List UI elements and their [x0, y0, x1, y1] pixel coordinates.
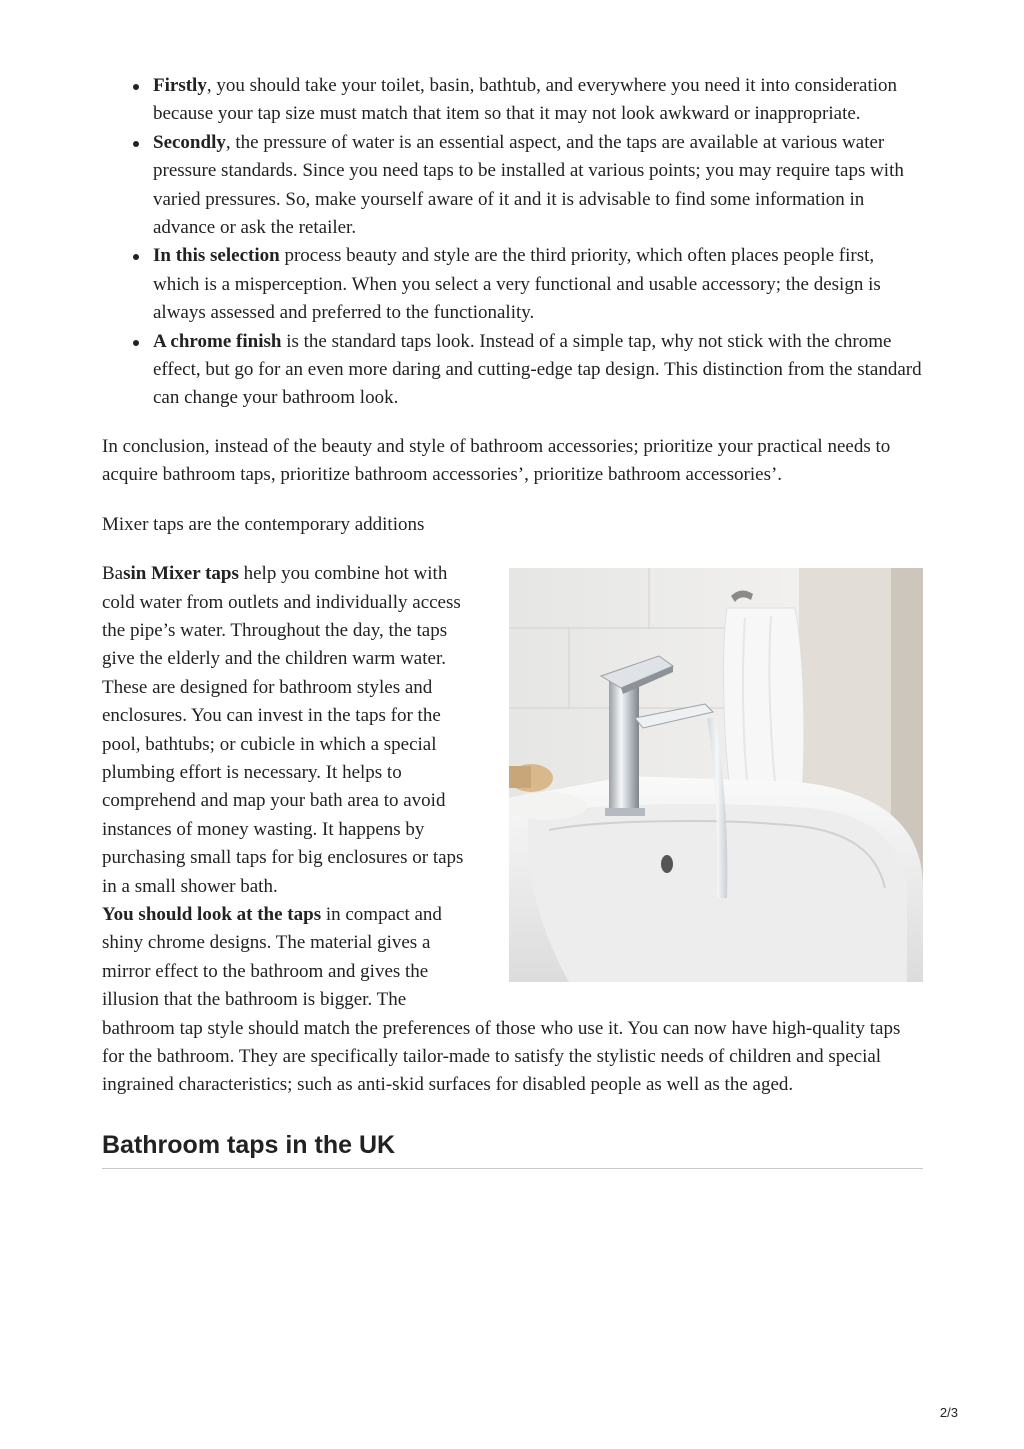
mixer-intro-paragraph: Mixer taps are the contemporary additions — [102, 513, 425, 535]
bullet-text: process beauty and style are the third priority, which often places people first, which is a misperception. When you select a very functional and usable accessory; the design is always assessed and preferred to the functionality. — [153, 245, 881, 324]
list-item — [153, 72, 923, 129]
bullet-lead: In this selection — [153, 245, 280, 267]
bullet-lead: Secondly — [153, 131, 226, 153]
basin-section — [102, 560, 923, 1100]
list-item — [153, 242, 923, 327]
bullet-text: is the standard taps look. Instead of a simple tap, why not stick with the chrome effect, but go for an even more daring and cutting-edge tap design. This distinction from the standard can change your bathroom look. — [153, 330, 922, 409]
list-item — [153, 129, 923, 243]
bullet-text: , you should take your toilet, basin, bathtub, and everywhere you need it into consideration because your tap size must match that item so that it may not look awkward or inappropriate. — [153, 75, 897, 125]
basin-text: help you combine hot with cold water from outlets and individually access the pipe’s water. Throughout the day, the taps give the elderly and the children warm water. These are designed for bathroom styles and enclosures. You can invest in the taps for the pool, bathtubs; or cubicle in which a special plumbing effort is necessary. It helps to comprehend and map your bath area to avoid instances of money wasting. It happens by purchasing small taps for big enclosures or taps in a small shower bath. — [102, 563, 464, 897]
section-heading: Bathroom taps in the UK — [102, 1130, 923, 1169]
basin-tap-photo — [509, 568, 923, 982]
bullet-lead: A chrome finish — [153, 330, 282, 352]
page-number: 2/3 — [939, 1405, 958, 1420]
bullet-list — [102, 72, 923, 413]
bullet-lead: Firstly — [153, 75, 207, 96]
basin-bold: sin Mixer taps — [123, 563, 239, 585]
basin-prefix: Ba — [102, 563, 124, 585]
taps-bold: You should look at the taps — [102, 903, 322, 925]
taps-text: in compact and shiny chrome designs. The material gives a mirror effect to the bathroom and gives the illusion that the bathroom is bigger. The bathroom tap style should match the preferences of those who use it. You can now have high-quality taps for the bathroom. They are specifically tailor-made to satisfy the stylistic needs of children and special ingrained characteristics; such as anti-skid surfaces for disabled people as well as the aged. — [102, 903, 901, 1096]
conclusion-paragraph: In conclusion, instead of the beauty and style of bathroom accessories; prioritize your practical needs to acquire bathroom taps, prioritize bathroom accessories’, prioritize bathroom accessories’. — [102, 435, 891, 486]
article-content — [102, 72, 923, 1169]
list-item — [153, 328, 923, 413]
bullet-text: , the pressure of water is an essential aspect, and the taps are available at various water pressure standards. Since you need taps to be installed at various points; you may require taps with varied pressures. So, make yourself aware of it and it is advisable to find some information in advance or ask the retailer. — [153, 131, 904, 239]
